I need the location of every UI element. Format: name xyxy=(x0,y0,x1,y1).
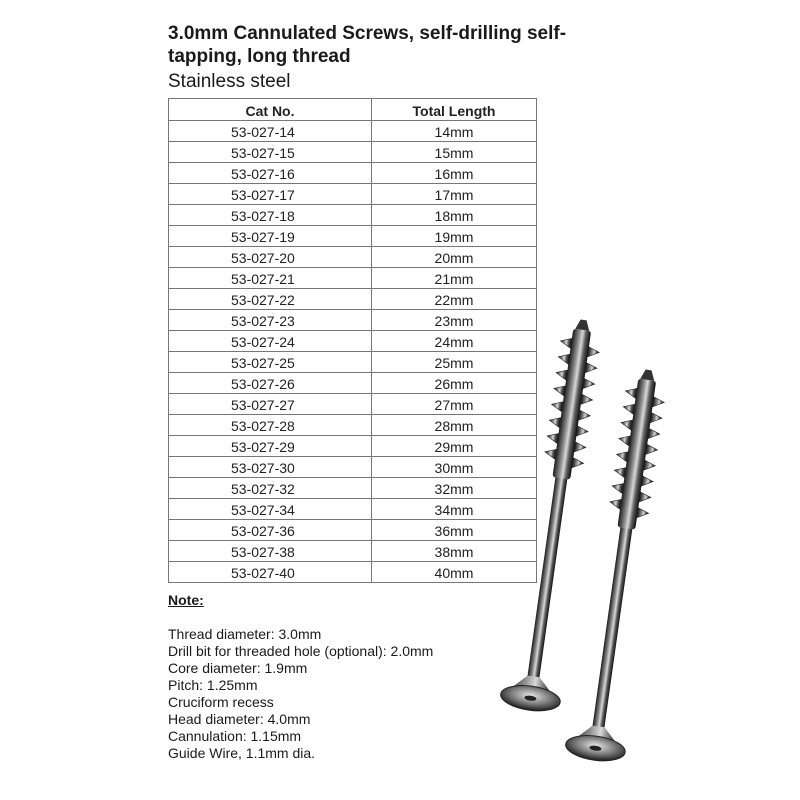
table-row xyxy=(169,436,537,457)
cat-no-cell: 53-027-25 xyxy=(169,352,372,373)
cat-no-cell: 53-027-20 xyxy=(169,247,372,268)
cat-no-cell: 53-027-24 xyxy=(169,331,372,352)
note-line: Thread diameter: 3.0mm xyxy=(168,626,322,642)
column-header-cat-no: Cat No. xyxy=(169,99,372,121)
cat-no-cell: 53-027-36 xyxy=(169,520,372,541)
table-row xyxy=(169,121,537,142)
total-length-cell: 17mm xyxy=(372,184,537,205)
cat-no-cell: 53-027-27 xyxy=(169,394,372,415)
table-row xyxy=(169,163,537,184)
total-length-cell: 32mm xyxy=(372,478,537,499)
cat-no-cell: 53-027-40 xyxy=(169,562,372,583)
cat-no-cell: 53-027-19 xyxy=(169,226,372,247)
total-length-cell: 40mm xyxy=(372,562,537,583)
cat-no-cell: 53-027-38 xyxy=(169,541,372,562)
total-length-cell: 26mm xyxy=(372,373,537,394)
table-row xyxy=(169,205,537,226)
total-length-cell: 14mm xyxy=(372,121,537,142)
table-header-row xyxy=(169,99,537,121)
note-line: Cruciform recess xyxy=(168,694,274,710)
cat-no-cell: 53-027-34 xyxy=(169,499,372,520)
cannulated-screws-icon xyxy=(500,310,700,785)
table-row xyxy=(169,520,537,541)
table-row xyxy=(169,226,537,247)
note-heading: Note: xyxy=(168,592,204,608)
cat-no-cell: 53-027-18 xyxy=(169,205,372,226)
total-length-cell: 15mm xyxy=(372,142,537,163)
total-length-cell: 36mm xyxy=(372,520,537,541)
total-length-cell: 18mm xyxy=(372,205,537,226)
table-row xyxy=(169,184,537,205)
note-line: Core diameter: 1.9mm xyxy=(168,660,308,676)
cat-no-cell: 53-027-29 xyxy=(169,436,372,457)
total-length-cell: 34mm xyxy=(372,499,537,520)
total-length-cell: 16mm xyxy=(372,163,537,184)
cat-no-cell: 53-027-15 xyxy=(169,142,372,163)
total-length-cell: 25mm xyxy=(372,352,537,373)
table-row xyxy=(169,310,537,331)
table-row xyxy=(169,289,537,310)
table-row xyxy=(169,247,537,268)
total-length-cell: 21mm xyxy=(372,268,537,289)
table-row xyxy=(169,457,537,478)
table-row xyxy=(169,352,537,373)
screw-spec-table xyxy=(168,98,537,583)
cat-no-cell: 53-027-32 xyxy=(169,478,372,499)
note-line: Drill bit for threaded hole (optional): 2.0mm xyxy=(168,643,434,659)
cat-no-cell: 53-027-23 xyxy=(169,310,372,331)
page-title: 3.0mm Cannulated Screws, self-drilling self-tapping, long thread xyxy=(168,23,567,67)
cat-no-cell: 53-027-16 xyxy=(169,163,372,184)
table-row xyxy=(169,394,537,415)
table-row xyxy=(169,478,537,499)
cat-no-cell: 53-027-21 xyxy=(169,268,372,289)
total-length-cell: 24mm xyxy=(372,331,537,352)
table-row xyxy=(169,541,537,562)
cat-no-cell: 53-027-14 xyxy=(169,121,372,142)
cat-no-cell: 53-027-22 xyxy=(169,289,372,310)
note-line: Guide Wire, 1.1mm dia. xyxy=(168,745,316,761)
material-subtitle: Stainless steel xyxy=(168,71,291,92)
cat-no-cell: 53-027-26 xyxy=(169,373,372,394)
table-body xyxy=(169,121,537,583)
screw-right xyxy=(564,366,678,765)
table-row xyxy=(169,415,537,436)
note-line: Head diameter: 4.0mm xyxy=(168,711,311,727)
total-length-cell: 19mm xyxy=(372,226,537,247)
table-row xyxy=(169,499,537,520)
total-length-cell: 27mm xyxy=(372,394,537,415)
note-line: Cannulation: 1.15mm xyxy=(168,728,302,744)
note-list xyxy=(168,626,433,762)
table-row xyxy=(169,331,537,352)
table-row xyxy=(169,268,537,289)
cat-no-cell: 53-027-17 xyxy=(169,184,372,205)
screws-illustration xyxy=(500,310,700,780)
column-header-total-length: Total Length xyxy=(372,99,537,121)
total-length-cell: 30mm xyxy=(372,457,537,478)
table-row xyxy=(169,562,537,583)
total-length-cell: 38mm xyxy=(372,541,537,562)
cat-no-cell: 53-027-30 xyxy=(169,457,372,478)
table-row xyxy=(169,142,537,163)
total-length-cell: 29mm xyxy=(372,436,537,457)
total-length-cell: 23mm xyxy=(372,310,537,331)
total-length-cell: 22mm xyxy=(372,289,537,310)
screw-left xyxy=(500,316,613,715)
total-length-cell: 20mm xyxy=(372,247,537,268)
note-line: Pitch: 1.25mm xyxy=(168,677,258,693)
table-row xyxy=(169,373,537,394)
total-length-cell: 28mm xyxy=(372,415,537,436)
cat-no-cell: 53-027-28 xyxy=(169,415,372,436)
